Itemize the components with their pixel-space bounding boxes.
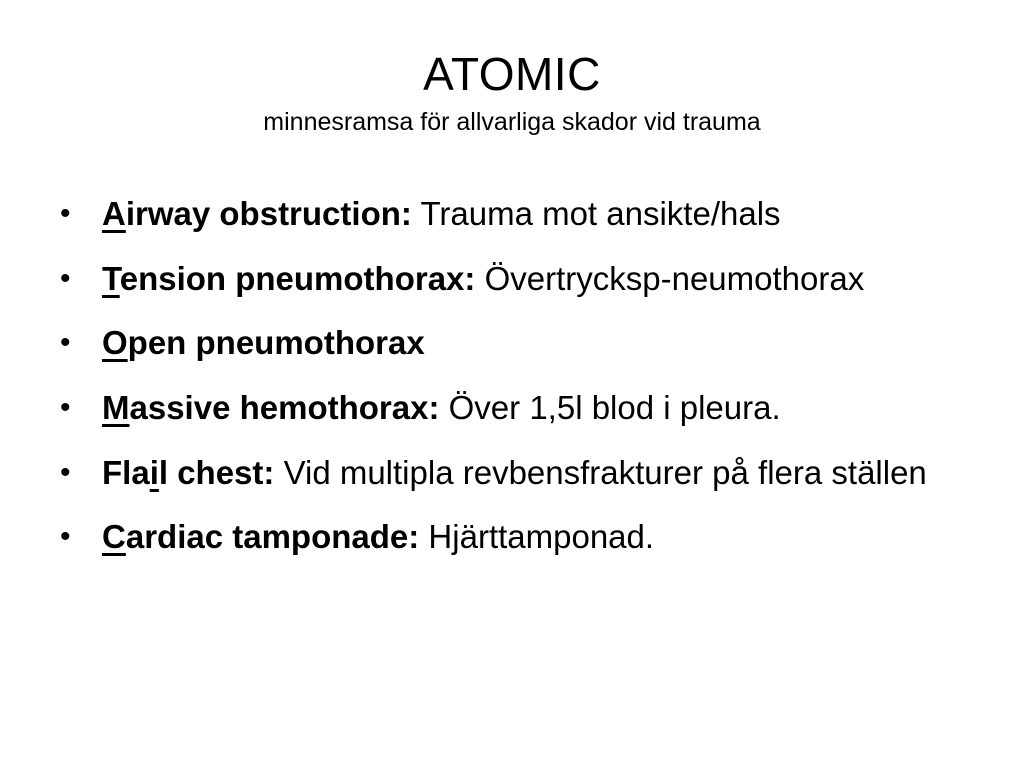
bullet-dot-icon: • — [60, 197, 71, 230]
bullet-dot-icon: • — [60, 326, 71, 359]
slide-title: ATOMIC — [423, 48, 601, 100]
mnemonic-letter: T — [102, 260, 120, 297]
bullet-description: Trauma mot ansikte/hals — [411, 195, 781, 232]
bullet-item-tension — [60, 251, 980, 306]
bullet-dot-icon: • — [60, 456, 71, 489]
bullet-description: Övertrycksp-neumothorax — [475, 260, 865, 297]
mnemonic-letter: A — [102, 195, 126, 232]
bullet-item-massive — [60, 380, 980, 436]
bullet-term: Fla — [102, 454, 150, 491]
bullet-term: assive hemothorax: — [129, 389, 440, 426]
bullet-item-cardiac — [60, 509, 980, 565]
bullet-item-flail — [60, 445, 980, 500]
bullet-description: Över 1,5l blod i pleura. — [439, 389, 781, 426]
mnemonic-letter: i — [149, 454, 159, 491]
bullet-item-open — [60, 315, 980, 371]
bullet-description: Hjärttamponad. — [419, 518, 655, 555]
mnemonic-letter: O — [102, 324, 128, 361]
bullet-dot-icon: • — [60, 391, 71, 424]
slide-subtitle: minnesramsa för allvarliga skador vid trauma — [263, 108, 761, 136]
bullet-dot-icon: • — [60, 262, 71, 295]
mnemonic-letter: M — [102, 389, 130, 426]
title-block — [0, 44, 1024, 140]
bullet-description: Vid multipla revbensfrakturer på flera ställen — [274, 454, 927, 491]
mnemonic-letter: C — [102, 518, 126, 555]
bullet-dot-icon: • — [60, 520, 71, 553]
bullet-term: irway obstruction: — [125, 195, 412, 232]
bullet-term: ension pneumothorax: — [119, 260, 476, 297]
bullet-term: l chest: — [158, 454, 275, 491]
bullet-list — [60, 186, 980, 574]
bullet-item-airway — [60, 186, 980, 242]
bullet-term: pen pneumothorax — [127, 324, 425, 361]
bullet-term: ardiac tamponade: — [125, 518, 420, 555]
